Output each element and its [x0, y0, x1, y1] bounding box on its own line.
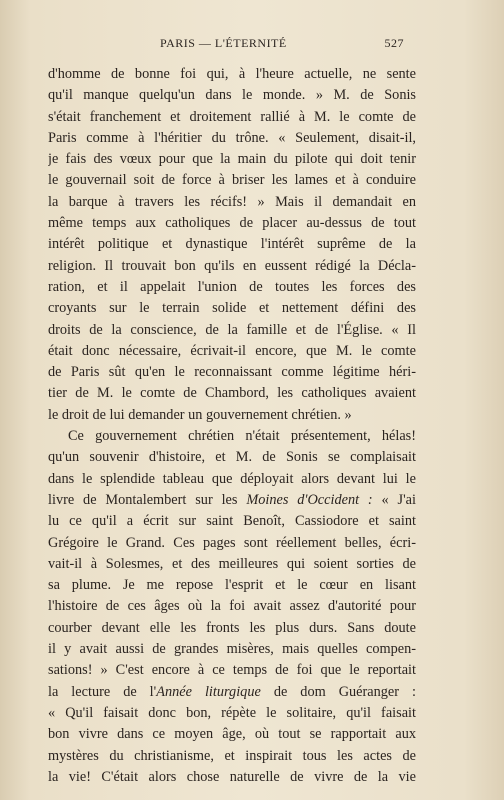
text-line	[48, 490, 416, 511]
text-line: tier de M. le comte de Chambord, les catholiques avaient	[48, 385, 416, 402]
text-line: le gouvernail soit de force à briser les lames et à conduire	[48, 172, 416, 189]
text-line: de Paris sût qu'en le reconnaissant comme légitime héri-	[48, 364, 416, 381]
text-line: sa plume. Je me repose l'esprit et le cœur en lisant	[48, 577, 416, 594]
text-line: même temps aux catholiques de placer au-dessus de tout	[48, 215, 416, 232]
text-line: religion. Il trouvait bon qu'ils en eussent rédigé la Décla-	[48, 257, 416, 274]
text-segment: de dom Guéranger :	[273, 683, 416, 700]
text-segment: livre de Montalembert sur les	[48, 491, 238, 508]
text-line: le droit de lui demander un gouvernement chrétien. »	[48, 406, 352, 423]
text-line: bon vivre dans ce moyen âge, où tout se rapportait aux	[48, 726, 416, 743]
text-line: « Qu'il faisait donc bon, répète le solitaire, qu'il faisait	[48, 704, 416, 721]
text-line: sations! » C'est encore à ce temps de foi que le reportait	[48, 662, 416, 679]
page-number: 527	[384, 36, 404, 50]
text-line: Ce gouvernement chrétien n'était présentement, hélas!	[68, 428, 416, 445]
italic-title: Moines d'Occident :	[246, 491, 373, 508]
page-header	[48, 36, 404, 52]
text-line: croyants sur le terrain solide et nettement défini des	[48, 300, 416, 317]
italic-title: Année liturgique	[156, 683, 261, 700]
text-line: vait-il à Solesmes, et des meilleures qui soient sorties de	[48, 555, 416, 572]
text-line: s'était franchement et droitement rallié à M. le comte de	[48, 108, 416, 125]
text-line	[48, 682, 416, 703]
text-segment: « J'ai	[381, 491, 416, 508]
running-title: PARIS — L'ÉTERNITÉ	[160, 36, 287, 50]
text-segment: la lecture de l'	[48, 683, 157, 700]
text-line: lu ce qu'il a écrit sur saint Benoît, Cassiodore et saint	[48, 513, 416, 530]
text-line: je fais des vœux pour que la main du pilote qui doit tenir	[48, 151, 416, 168]
text-line: intérêt politique et dynastique l'intérêt suprême de la	[48, 236, 416, 253]
text-line: l'histoire de ces âges où la foi avait assez d'autorité pour	[48, 598, 416, 615]
text-line: dans le splendide tableau que déployait alors devant lui le	[48, 470, 416, 487]
text-line: Paris comme à l'héritier du trône. « Seulement, disait-il,	[48, 129, 416, 146]
body-text	[48, 64, 416, 788]
text-line: ration, et il appelait l'union de toutes les forces des	[48, 278, 416, 295]
text-line: d'homme de bonne foi qui, à l'heure actuelle, ne sente	[48, 66, 416, 82]
text-line: droits de la conscience, de la famille et de l'Église. « Il	[48, 321, 416, 338]
text-line: la vie! C'était alors chose naturelle de vivre de la vie	[48, 768, 416, 785]
text-line: était donc nécessaire, écrivait-il encore, que M. le comte	[48, 342, 416, 359]
text-line: Grégoire le Grand. Ces pages sont réellement belles, écri-	[48, 534, 416, 551]
text-line: courber devant elle les fronts les plus durs. Sans doute	[48, 619, 416, 636]
text-line: qu'un souvenir d'histoire, et M. de Sonis se complaisait	[48, 449, 416, 466]
text-line: mystères du christianisme, et inspirait tous les actes de	[48, 747, 416, 764]
text-line: qu'il manque quelqu'un dans le monde. » M. de Sonis	[48, 87, 416, 104]
text-line: il y avait aussi de grandes misères, mais quelles compen-	[48, 641, 416, 658]
text-line: la barque à travers les récifs! » Mais il demandait en	[48, 193, 416, 210]
